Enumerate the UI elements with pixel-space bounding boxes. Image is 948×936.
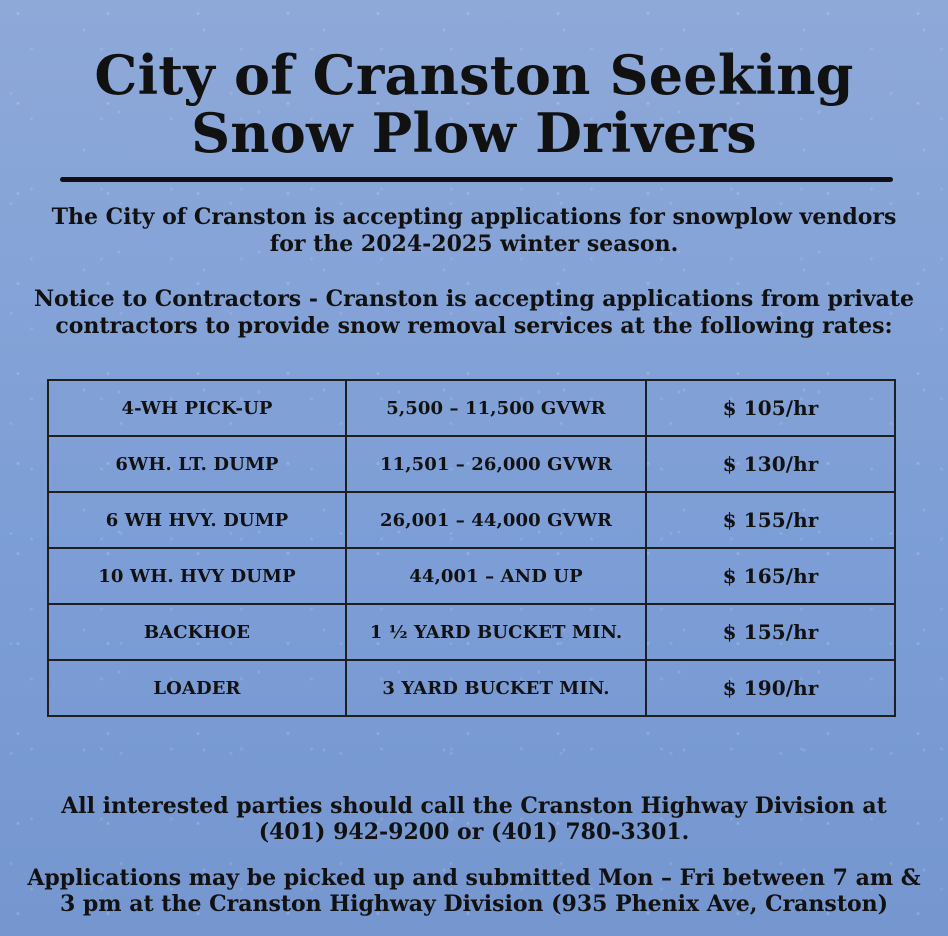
rate-cell: $ 155/hr [646, 492, 895, 548]
applications-line-2: 3 pm at the Cranston Highway Division (935 Phenix Ave, Cranston) [59, 891, 889, 917]
spec-cell: 5,500 – 11,500 GVWR [346, 380, 646, 436]
applications-paragraph [22, 865, 926, 917]
rate-cell: $ 130/hr [646, 436, 895, 492]
intro-paragraph [14, 204, 934, 258]
vehicle-cell: LOADER [48, 660, 346, 716]
vehicle-cell: BACKHOE [48, 604, 346, 660]
contractor-notice [10, 286, 938, 340]
rates-table [47, 379, 896, 717]
table-row [48, 604, 895, 660]
spec-cell: 3 YARD BUCKET MIN. [346, 660, 646, 716]
notice-line-2: contractors to provide snow removal services at the following rates: [55, 313, 893, 339]
table-row [48, 380, 895, 436]
intro-line-1: The City of Cranston is accepting applications for snowplow vendors [51, 204, 897, 230]
table-row [48, 492, 895, 548]
table-row [48, 548, 895, 604]
spec-cell: 1 ½ YARD BUCKET MIN. [346, 604, 646, 660]
contact-paragraph [40, 793, 908, 845]
table-row [48, 436, 895, 492]
rate-cell: $ 105/hr [646, 380, 895, 436]
title-divider [60, 177, 893, 182]
applications-line-1: Applications may be picked up and submitted Mon – Fri between 7 am & [27, 865, 921, 891]
contact-line-2: (401) 942-9200 or (401) 780-3301. [258, 819, 690, 845]
spec-cell: 26,001 – 44,000 GVWR [346, 492, 646, 548]
title-line-2: Snow Plow Drivers [191, 101, 757, 165]
rate-cell: $ 155/hr [646, 604, 895, 660]
page-title [0, 43, 948, 165]
vehicle-cell: 4-WH PICK-UP [48, 380, 346, 436]
rate-cell: $ 190/hr [646, 660, 895, 716]
vehicle-cell: 6WH. LT. DUMP [48, 436, 346, 492]
spec-cell: 11,501 – 26,000 GVWR [346, 436, 646, 492]
intro-line-2: for the 2024-2025 winter season. [269, 231, 679, 257]
vehicle-cell: 10 WH. HVY DUMP [48, 548, 346, 604]
rate-cell: $ 165/hr [646, 548, 895, 604]
notice-line-1: Notice to Contractors - Cranston is accepting applications from private [33, 286, 915, 312]
table-row [48, 660, 895, 716]
contact-line-1: All interested parties should call the Cranston Highway Division at [61, 793, 887, 819]
vehicle-cell: 6 WH HVY. DUMP [48, 492, 346, 548]
title-line-1: City of Cranston Seeking [94, 43, 854, 107]
spec-cell: 44,001 – AND UP [346, 548, 646, 604]
